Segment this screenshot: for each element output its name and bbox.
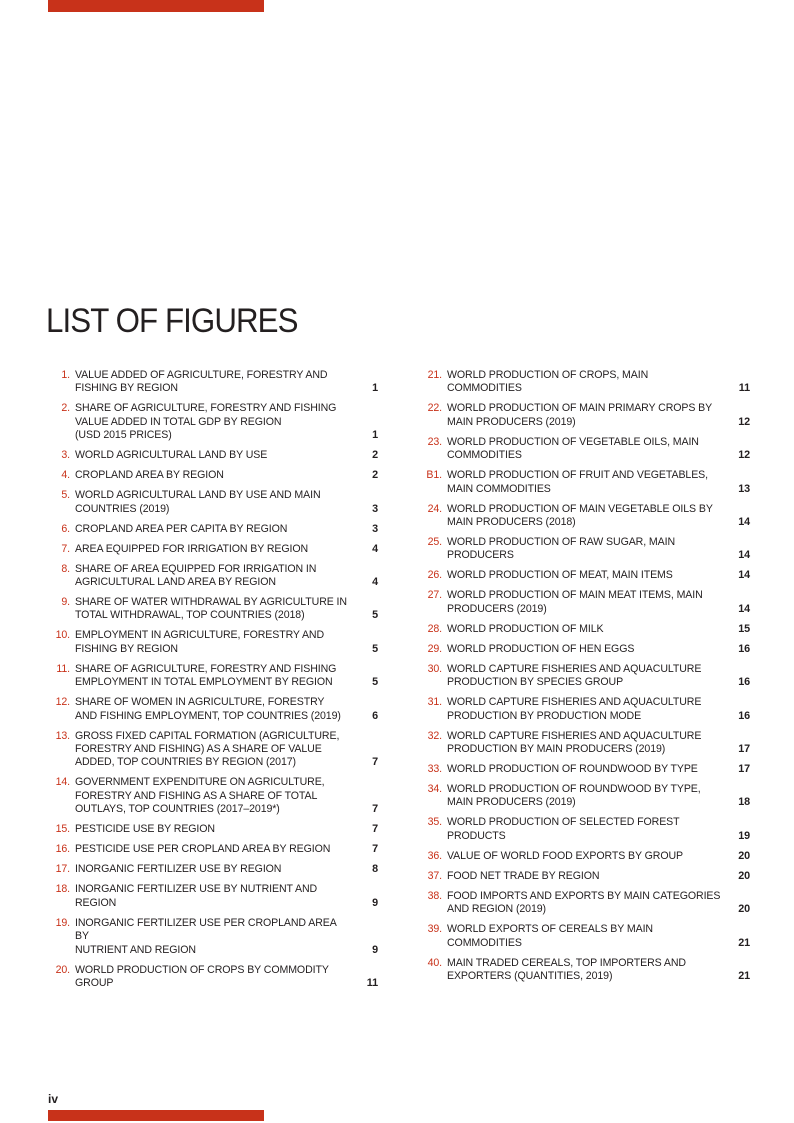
- page-folio: iv: [48, 1092, 59, 1106]
- figure-entry[interactable]: [56, 523, 378, 536]
- figure-number: 19.: [55, 916, 70, 929]
- figure-entry[interactable]: [56, 964, 378, 991]
- figure-entry[interactable]: [428, 569, 750, 582]
- figure-title: GROSS FIXED CAPITAL FORMATION (AGRICULTURE, FORESTRY AND FISHING) AS A SHARE OF VALUE ADDED, TOP COUNTRIES BY REGION (2017): [75, 729, 340, 769]
- figure-title: VALUE ADDED OF AGRICULTURE, FORESTRY AND FISHING BY REGION: [75, 369, 328, 395]
- figure-title: WORLD PRODUCTION OF FRUIT AND VEGETABLES, MAIN COMMODITIES: [447, 469, 708, 495]
- figure-page-number: 7: [372, 823, 378, 836]
- figure-entry[interactable]: [428, 763, 750, 776]
- figure-page-number: 8: [372, 863, 378, 876]
- figure-page-number: 1: [372, 429, 378, 442]
- figure-number: 29.: [427, 642, 442, 655]
- figure-entry[interactable]: [56, 489, 378, 516]
- figure-page-number: 13: [738, 482, 750, 495]
- figure-entry[interactable]: [428, 503, 750, 530]
- figure-entry[interactable]: [428, 850, 750, 863]
- figure-entry[interactable]: [428, 436, 750, 463]
- figure-title: WORLD AGRICULTURAL LAND BY USE AND MAIN COUNTRIES (2019): [75, 489, 321, 515]
- figure-number: 20.: [55, 963, 70, 976]
- figure-number: 28.: [427, 622, 442, 635]
- figure-page-number: 14: [738, 569, 750, 582]
- figure-number: 1.: [61, 369, 70, 381]
- figure-entry[interactable]: [428, 890, 750, 917]
- figure-number: 12.: [55, 696, 70, 709]
- figure-entry[interactable]: [56, 449, 378, 462]
- figures-column-right: [428, 369, 750, 990]
- figure-entry[interactable]: [428, 730, 750, 757]
- figure-page-number: 12: [738, 415, 750, 428]
- figure-page-number: 17: [738, 743, 750, 756]
- figure-title: AREA EQUIPPED FOR IRRIGATION BY REGION: [75, 542, 309, 555]
- figure-entry[interactable]: [56, 596, 378, 623]
- figure-title: WORLD PRODUCTION OF CROPS, MAIN COMMODITIES: [447, 369, 649, 395]
- figure-number: 5.: [61, 489, 70, 502]
- figure-page-number: 19: [738, 829, 750, 842]
- figure-page-number: 20: [738, 849, 750, 862]
- figure-title: WORLD EXPORTS OF CEREALS BY MAIN COMMODITIES: [447, 923, 653, 949]
- figure-page-number: 2: [372, 469, 378, 482]
- figure-page-number: 3: [372, 522, 378, 535]
- figure-number: 39.: [427, 923, 442, 936]
- figure-title: FOOD NET TRADE BY REGION: [447, 869, 600, 882]
- figure-page-number: 1: [372, 382, 378, 395]
- figure-title: INORGANIC FERTILIZER USE BY NUTRIENT AND REGION: [75, 883, 318, 909]
- figure-number: 24.: [427, 502, 442, 515]
- figure-entry[interactable]: [56, 823, 378, 836]
- figure-number: 22.: [427, 402, 442, 415]
- figure-entry[interactable]: [428, 663, 750, 690]
- figure-entry[interactable]: [56, 696, 378, 723]
- figure-number: 27.: [427, 589, 442, 602]
- figure-number: 17.: [55, 863, 70, 876]
- figure-page-number: 5: [372, 609, 378, 622]
- figure-entry[interactable]: [428, 923, 750, 950]
- figure-title: GOVERNMENT EXPENDITURE ON AGRICULTURE, FORESTRY AND FISHING AS A SHARE OF TOTAL OUTLAYS, TOP COUNTRIES (2017–2019*): [75, 776, 325, 816]
- figure-entry[interactable]: [428, 643, 750, 656]
- figure-title: SHARE OF WATER WITHDRAWAL BY AGRICULTURE IN TOTAL WITHDRAWAL, TOP COUNTRIES (2018): [75, 596, 347, 622]
- figure-entry[interactable]: [428, 783, 750, 810]
- figure-page-number: 20: [738, 869, 750, 882]
- figure-entry[interactable]: [428, 369, 750, 396]
- figure-title: WORLD PRODUCTION OF ROUNDWOOD BY TYPE: [447, 763, 698, 776]
- top-accent-bar: [48, 0, 264, 12]
- figure-page-number: 5: [372, 642, 378, 655]
- figure-number: 4.: [61, 469, 70, 482]
- figure-number: 40.: [427, 956, 442, 969]
- figure-title: INORGANIC FERTILIZER USE PER CROPLAND AREA BY NUTRIENT AND REGION: [75, 916, 337, 956]
- figure-number: 10.: [55, 629, 70, 642]
- page-title: LIST OF FIGURES: [46, 302, 298, 340]
- figure-title: WORLD CAPTURE FISHERIES AND AQUACULTURE PRODUCTION BY PRODUCTION MODE: [447, 696, 702, 722]
- figure-page-number: 16: [738, 676, 750, 689]
- figure-title: WORLD PRODUCTION OF MAIN VEGETABLE OILS BY MAIN PRODUCERS (2018): [447, 502, 713, 529]
- figure-title: WORLD PRODUCTION OF MAIN PRIMARY CROPS BY MAIN PRODUCERS (2019): [447, 402, 713, 428]
- figure-page-number: 14: [738, 602, 750, 615]
- figure-title: WORLD PRODUCTION OF CROPS BY COMMODITY GROUP: [75, 963, 329, 989]
- figure-page-number: 2: [372, 449, 378, 462]
- figure-title: SHARE OF AREA EQUIPPED FOR IRRIGATION IN AGRICULTURAL LAND AREA BY REGION: [75, 562, 317, 589]
- figure-entry[interactable]: [428, 870, 750, 883]
- figure-title: WORLD PRODUCTION OF HEN EGGS: [447, 642, 635, 655]
- figure-title: WORLD PRODUCTION OF MILK: [447, 622, 604, 635]
- figure-title: PESTICIDE USE BY REGION: [75, 823, 215, 836]
- figure-page-number: 20: [738, 903, 750, 916]
- figure-page-number: 7: [372, 756, 378, 769]
- figure-title: WORLD CAPTURE FISHERIES AND AQUACULTURE PRODUCTION BY SPECIES GROUP: [447, 662, 702, 689]
- figure-number: 18.: [55, 883, 70, 896]
- figure-entry[interactable]: [56, 917, 378, 957]
- figure-page-number: 16: [738, 642, 750, 655]
- figure-title: CROPLAND AREA PER CAPITA BY REGION: [75, 522, 288, 535]
- figure-entry[interactable]: [56, 663, 378, 690]
- figure-number: 14.: [55, 776, 70, 789]
- figure-page-number: 16: [738, 709, 750, 722]
- figure-number: 8.: [61, 562, 70, 575]
- figure-title: FOOD IMPORTS AND EXPORTS BY MAIN CATEGORIES AND REGION (2019): [447, 889, 721, 916]
- figure-page-number: 21: [738, 970, 750, 983]
- figure-number: 25.: [427, 536, 442, 549]
- figure-entry[interactable]: [428, 536, 750, 563]
- figure-entry[interactable]: [428, 402, 750, 429]
- figure-entry[interactable]: [56, 563, 378, 590]
- figure-entry[interactable]: [428, 957, 750, 984]
- figure-number: 15.: [55, 823, 70, 836]
- figure-number: 11.: [56, 662, 70, 675]
- bottom-accent-bar: [48, 1110, 264, 1121]
- figure-title: WORLD PRODUCTION OF VEGETABLE OILS, MAIN COMMODITIES: [447, 435, 699, 462]
- figure-title: WORLD PRODUCTION OF ROUNDWOOD BY TYPE, MAIN PRODUCERS (2019): [447, 783, 701, 809]
- figure-entry[interactable]: [56, 402, 378, 442]
- figure-entry[interactable]: [56, 776, 378, 816]
- figure-entry[interactable]: [56, 469, 378, 482]
- figure-entry[interactable]: [56, 730, 378, 770]
- figure-number: 35.: [427, 816, 442, 829]
- figure-page-number: 21: [738, 936, 750, 949]
- figures-column-left: [56, 369, 378, 997]
- figure-page-number: 11: [738, 382, 750, 395]
- figure-title: SHARE OF AGRICULTURE, FORESTRY AND FISHING EMPLOYMENT IN TOTAL EMPLOYMENT BY REGION: [75, 662, 337, 689]
- figure-entry[interactable]: [56, 369, 378, 396]
- figure-number: 13.: [55, 729, 70, 742]
- figure-page-number: 9: [372, 943, 378, 956]
- figure-number: 26.: [427, 569, 442, 582]
- figure-entry[interactable]: [428, 623, 750, 636]
- figure-page-number: 6: [372, 709, 378, 722]
- figure-page-number: 4: [372, 542, 378, 555]
- figure-title: WORLD PRODUCTION OF RAW SUGAR, MAIN PRODUCERS: [447, 536, 675, 562]
- figure-number: 34.: [427, 783, 442, 796]
- figure-title: MAIN TRADED CEREALS, TOP IMPORTERS AND EXPORTERS (QUANTITIES, 2019): [447, 956, 686, 983]
- figure-title: CROPLAND AREA BY REGION: [75, 469, 224, 482]
- figure-page-number: 7: [372, 843, 378, 856]
- figure-title: VALUE OF WORLD FOOD EXPORTS BY GROUP: [447, 849, 683, 862]
- figure-title: WORLD CAPTURE FISHERIES AND AQUACULTURE PRODUCTION BY MAIN PRODUCERS (2019): [447, 729, 702, 756]
- figure-title: WORLD PRODUCTION OF SELECTED FOREST PRODUCTS: [447, 816, 680, 842]
- figure-entry[interactable]: [428, 816, 750, 843]
- figure-number: 16.: [55, 843, 70, 856]
- figure-page-number: 14: [738, 516, 750, 529]
- figure-title: EMPLOYMENT IN AGRICULTURE, FORESTRY AND FISHING BY REGION: [75, 629, 325, 655]
- figure-page-number: 9: [372, 896, 378, 909]
- figure-title: PESTICIDE USE PER CROPLAND AREA BY REGION: [75, 843, 331, 856]
- figure-number: 6.: [61, 522, 70, 535]
- figure-title: SHARE OF WOMEN IN AGRICULTURE, FORESTRY AND FISHING EMPLOYMENT, TOP COUNTRIES (2019): [75, 696, 341, 722]
- figure-number: 37.: [427, 869, 442, 882]
- figure-number: 21.: [427, 369, 442, 381]
- figure-entry[interactable]: [56, 543, 378, 556]
- figure-number: 31.: [427, 696, 442, 709]
- figure-entry[interactable]: [56, 629, 378, 656]
- figure-number: 32.: [427, 729, 442, 742]
- figure-title: INORGANIC FERTILIZER USE BY REGION: [75, 863, 282, 876]
- figure-number: 9.: [61, 596, 70, 609]
- figure-title: SHARE OF AGRICULTURE, FORESTRY AND FISHING VALUE ADDED IN TOTAL GDP BY REGION (USD 2015 PRICES): [75, 402, 337, 442]
- figure-page-number: 14: [738, 549, 750, 562]
- figure-entry[interactable]: [56, 843, 378, 856]
- figure-page-number: 12: [738, 449, 750, 462]
- figure-number: B1.: [426, 469, 442, 482]
- figure-number: 7.: [61, 542, 70, 555]
- figure-entry[interactable]: [428, 469, 750, 496]
- figure-number: 33.: [427, 763, 442, 776]
- figure-number: 36.: [427, 849, 442, 862]
- figure-page-number: 3: [372, 502, 378, 515]
- figure-page-number: 11: [366, 976, 378, 989]
- figure-number: 38.: [427, 889, 442, 902]
- figure-page-number: 7: [372, 803, 378, 816]
- figure-number: 3.: [61, 449, 70, 462]
- figure-number: 23.: [427, 435, 442, 448]
- figure-page-number: 4: [372, 576, 378, 589]
- figure-entry[interactable]: [56, 863, 378, 876]
- figure-page-number: 5: [372, 676, 378, 689]
- figure-number: 2.: [61, 402, 70, 415]
- figure-page-number: 15: [738, 622, 750, 635]
- figure-title: WORLD AGRICULTURAL LAND BY USE: [75, 449, 268, 462]
- figure-entry[interactable]: [428, 589, 750, 616]
- figure-title: WORLD PRODUCTION OF MEAT, MAIN ITEMS: [447, 569, 673, 582]
- figure-entry[interactable]: [428, 696, 750, 723]
- figure-number: 30.: [427, 662, 442, 675]
- figure-title: WORLD PRODUCTION OF MAIN MEAT ITEMS, MAIN PRODUCERS (2019): [447, 589, 703, 615]
- figure-page-number: 18: [738, 796, 750, 809]
- figure-entry[interactable]: [56, 883, 378, 910]
- figure-page-number: 17: [738, 763, 750, 776]
